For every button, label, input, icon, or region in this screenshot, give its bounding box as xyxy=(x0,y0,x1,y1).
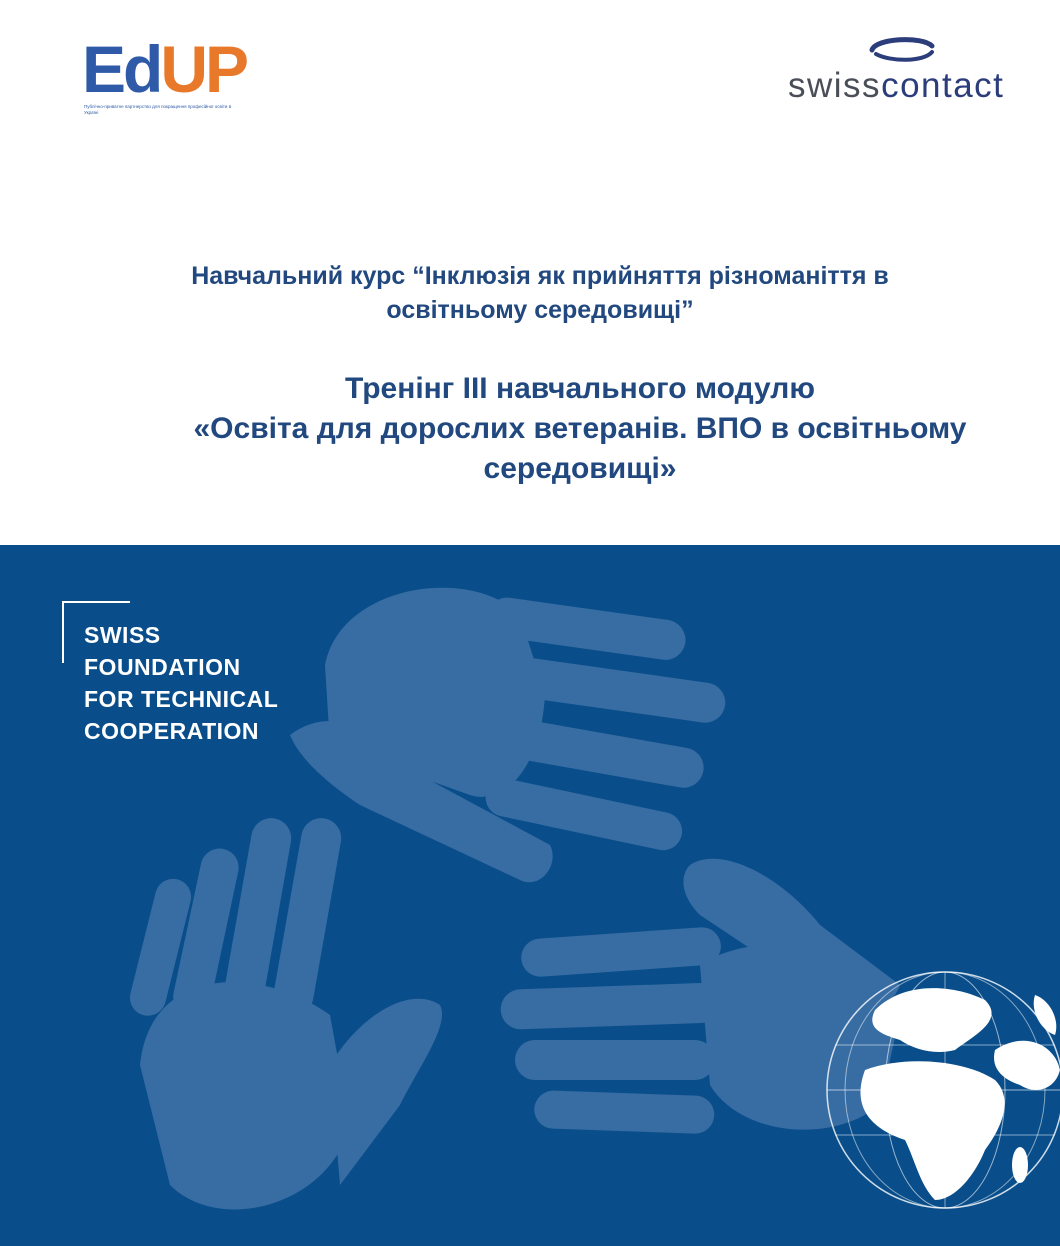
cover-panel xyxy=(0,545,1060,1246)
header-section xyxy=(0,0,1060,545)
edup-tagline: Публічно-приватне партнерство для покращення професійної освіти в Україні xyxy=(84,104,232,115)
swisscontact-wordmark: swisscontact xyxy=(788,66,1005,105)
hand-top-icon xyxy=(290,588,728,883)
course-title: Навчальний курс “Інклюзія як прийняття різноманіття в освітньому середовищі” xyxy=(191,262,889,324)
swisscontact-logo xyxy=(788,36,1018,106)
edup-logo xyxy=(82,34,282,124)
foundation-name: SWISS FOUNDATION FOR TECHNICAL COOPERATION xyxy=(84,622,279,744)
edup-wordmark: EdUP xyxy=(82,32,247,106)
hand-bottom-left-icon xyxy=(126,815,442,1209)
training-title: Тренінг III навчального модулю «Освіта для дорослих ветеранів. ВПО в освітньому середовищі» xyxy=(193,372,967,485)
hand-bottom-right-icon xyxy=(500,859,900,1135)
swisscontact-swirl-icon xyxy=(866,36,938,66)
